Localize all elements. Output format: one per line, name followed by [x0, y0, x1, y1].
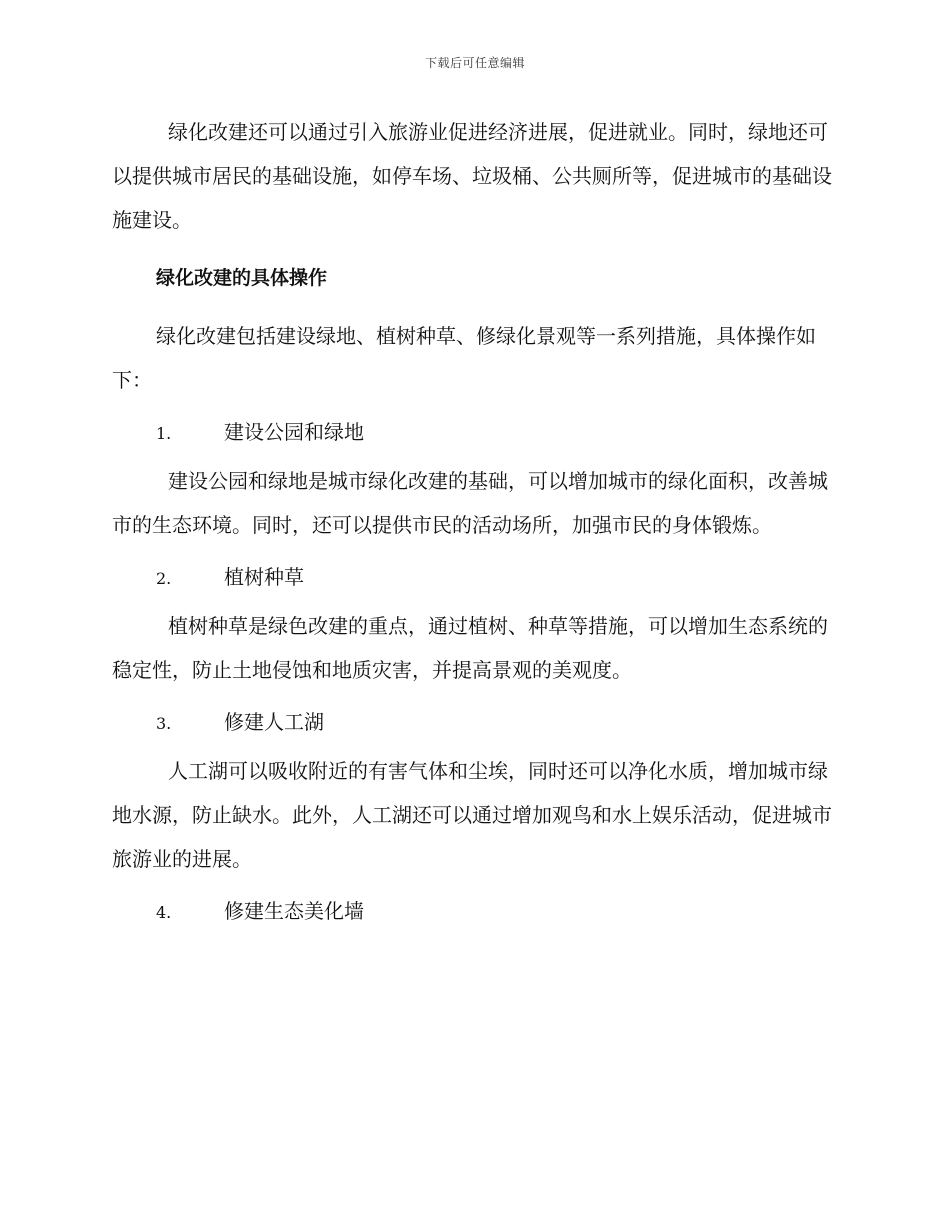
list-item-4 [112, 895, 832, 924]
item-3-description: 人工湖可以吸收附近的有害气体和尘埃，同时还可以净化水质，增加城市绿地水源，防止缺水。此外，人工湖还可以通过增加观鸟和水上娱乐活动，促进城市旅游业的进展。 [112, 759, 832, 871]
list-item-1 [112, 416, 832, 445]
list-number: 2. [156, 569, 172, 588]
list-number: 1. [156, 424, 172, 443]
list-title: 修建生态美化墙 [224, 899, 364, 923]
list-number: 4. [156, 903, 172, 922]
list-item-2 [112, 561, 832, 590]
list-title: 植树种草 [224, 565, 304, 589]
intro-paragraph: 绿化改建还可以通过引入旅游业促进经济进展，促进就业。同时，绿地还可以提供城市居民的基础设施，如停车场、垃圾桶、公共厕所等，促进城市的基础设施建设。 [112, 120, 832, 232]
list-title: 建设公园和绿地 [224, 420, 364, 444]
item-1-description: 建设公园和绿地是城市绿化改建的基础，可以增加城市的绿化面积，改善城市的生态环境。同时，还可以提供市民的活动场所，加强市民的身体锻炼。 [112, 469, 828, 537]
item-2-description: 植树种草是绿色改建的重点，通过植树、种草等措施，可以增加生态系统的稳定性，防止土地侵蚀和地质灾害，并提高景观的美观度。 [112, 614, 828, 682]
list-title: 修建人工湖 [224, 710, 324, 734]
document-body [112, 110, 832, 938]
list-number: 3. [156, 714, 172, 733]
page-header: 下载后可任意编辑 [424, 56, 525, 70]
overview-paragraph: 绿化改建包括建设绿地、植树种草、修绿化景观等一系列措施，具体操作如下： [112, 324, 816, 392]
section-heading: 绿化改建的具体操作 [156, 267, 328, 289]
list-item-3 [112, 706, 832, 735]
